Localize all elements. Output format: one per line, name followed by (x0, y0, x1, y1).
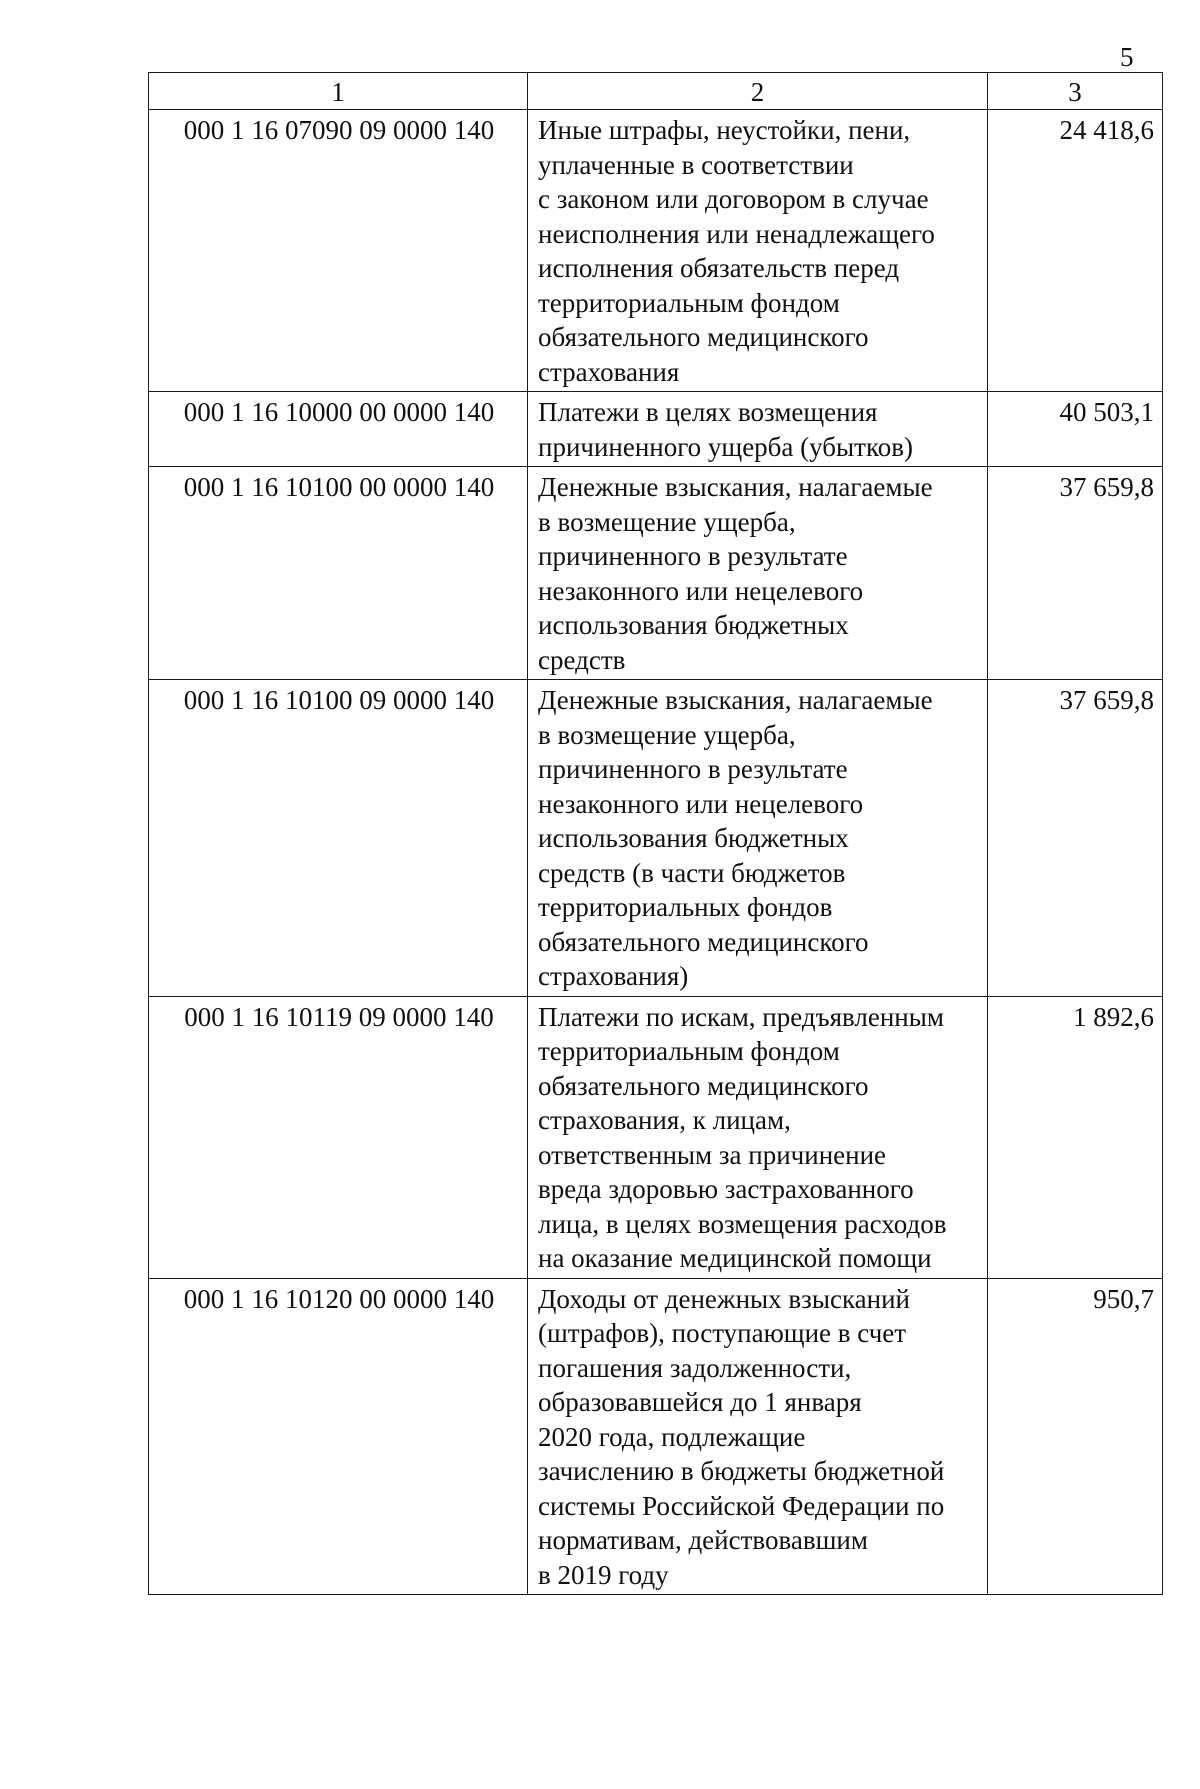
table-row (149, 467, 1163, 680)
amount-value: 37 659,8 (988, 467, 1163, 680)
amount-value: 950,7 (988, 1278, 1163, 1595)
column-header-name: 2 (528, 73, 988, 110)
table-row (149, 1278, 1163, 1595)
classification-code: 000 1 16 10000 00 0000 140 (149, 392, 528, 467)
table-row (149, 110, 1163, 392)
table-row (149, 392, 1163, 467)
table-header-row (149, 73, 1163, 110)
revenue-description: Иные штрафы, неустойки, пени, уплаченные в соответствии с законом или договором в случае неисполнения или ненадлежащего исполнения обязательств перед территориальным фондом обязательного медицинского страхования (528, 110, 988, 392)
revenue-description: Денежные взыскания, налагаемые в возмещение ущерба, причиненного в результате незаконного или нецелевого использования бюджетных средств (528, 467, 988, 680)
classification-code: 000 1 16 10119 09 0000 140 (149, 996, 528, 1278)
table-row (149, 996, 1163, 1278)
table-row (149, 680, 1163, 997)
budget-revenue-table (148, 72, 1163, 1595)
amount-value: 40 503,1 (988, 392, 1163, 467)
classification-code: 000 1 16 10100 09 0000 140 (149, 680, 528, 997)
amount-value: 1 892,6 (988, 996, 1163, 1278)
column-header-amount: 3 (988, 73, 1163, 110)
revenue-description: Платежи по искам, предъявленным территориальным фондом обязательного медицинского страхования, к лицам, ответственным за причинение вреда здоровью застрахованного лица, в целях возмещения расходов на оказание медицинской помощи (528, 996, 988, 1278)
classification-code: 000 1 16 10100 00 0000 140 (149, 467, 528, 680)
column-header-code: 1 (149, 73, 528, 110)
page-number: 5 (1120, 42, 1134, 72)
revenue-description: Денежные взыскания, налагаемые в возмещение ущерба, причиненного в результате незаконного или нецелевого использования бюджетных средств (в части бюджетов территориальных фондов обязательного медицинского страхования) (528, 680, 988, 997)
revenue-description: Платежи в целях возмещения причиненного ущерба (убытков) (528, 392, 988, 467)
amount-value: 24 418,6 (988, 110, 1163, 392)
revenue-description: Доходы от денежных взысканий (штрафов), поступающие в счет погашения задолженности, образовавшейся до 1 января 2020 года, подлежащие зачислению в бюджеты бюджетной системы Российской Федерации по нормативам, действовавшим в 2019 году (528, 1278, 988, 1595)
amount-value: 37 659,8 (988, 680, 1163, 997)
classification-code: 000 1 16 10120 00 0000 140 (149, 1278, 528, 1595)
classification-code: 000 1 16 07090 09 0000 140 (149, 110, 528, 392)
